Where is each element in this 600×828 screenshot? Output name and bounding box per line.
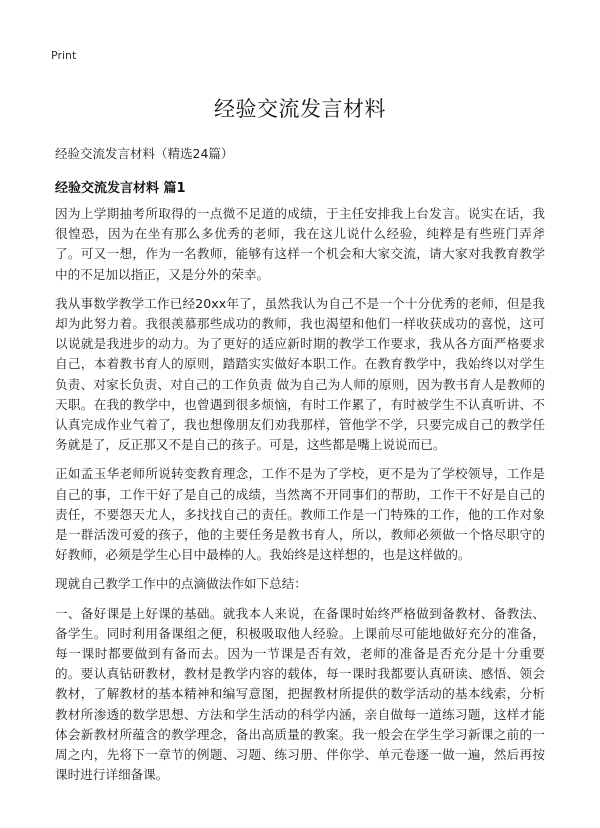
paragraph-2: 我从事数学教学工作已经20xx年了，虽然我认为自己不是一个十分优秀的老师，但是我却为此努力着。我很羡慕那些成功的教师，我也渴望和他们一样收获成功的喜悦，这可以说就是我进步的动力。为了更好的适应新时期的教学工作要求，我从各方面严格要求自己，本着教书育人的原则，踏踏实实做好本职工作。在教育教学中，我始终以对学生负责、对家长负责、对自己的工作负责 做为自己为人师的原则，因为教书育人是教师的天职。在我的教学中，也曾遇到很多烦恼，有时工作累了，有时被学生不认真听讲、不认真完成作业气着了，我也想像朋友们劝我那样，管他学不学，只要完成自己的教学任务就是了，反正那又不是自己的孩子。可是，这些都是嘴上说说而已。 xyxy=(55,295,545,453)
paragraph-1: 因为上学期抽考所取得的一点微不足道的成绩，于主任安排我上台发言。说实在话，我很惶恐，因为在坐有那么多优秀的老师，我在这儿说什么经验，纯粹是有些班门弄斧了。可又一想，作为一名教师，能够有这样一个机会和大家交流，请大家对我教育教学中的不足加以指正，又是分外的荣幸。 xyxy=(55,206,545,282)
paragraph-4: 现就自己教学工作中的点滴做法作如下总结： xyxy=(55,576,307,592)
document-title: 经验交流发言材料 xyxy=(214,97,386,121)
paragraph-5: 一、备好课是上好课的基础。就我本人来说，在备课时始终严格做到备教材、备教法、备学生。同时利用备课组之便，积极吸取他人经验。上课前尽可能地做好充分的准备，每一课时都要做到有备而去。因为一节课是否有效，老师的准备是否充分是十分重要的。要认真钻研教材，教材是教学内容的载体，每一课时我都要认真研读、感悟、领会教材，了解教材的基本精神和编写意图，把握教材所提供的数学活动的基本线索，分析教材所渗透的数学思想、方法和学生活动的科学内涵，亲自做每一道练习题，这样才能体会新教材所蕴含的教学理念，备出高质量的教案。我一般会在学生学习新课之前的一周之内，先将下一章节的例题、习题、练习册、伴你学、单元卷逐一做一遍，然后再按课时进行详细备课。 xyxy=(55,605,545,783)
document-subtitle: 经验交流发言材料（精选24篇） xyxy=(55,146,234,161)
section-heading: 经验交流发言材料 篇1 xyxy=(55,181,186,196)
paragraph-3: 正如孟玉华老师所说转变教育理念，工作不是为了学校，更不是为了学校领导，工作是自己的事，工作干好了是自己的成绩，当然离不开同事们的帮助，工作干不好是自己的责任，不要怨天尤人，多找找自己的责任。教师工作是一门特殊的工作，他的工作对象是一群活泼可爱的孩子，他的主要任务是教书育人，所以，教师必须做一个恪尽职守的好教师，必须是学生心目中最棒的人。我始终是这样想的，也是这样做的。 xyxy=(55,466,545,563)
print-link[interactable]: Print xyxy=(51,49,77,62)
